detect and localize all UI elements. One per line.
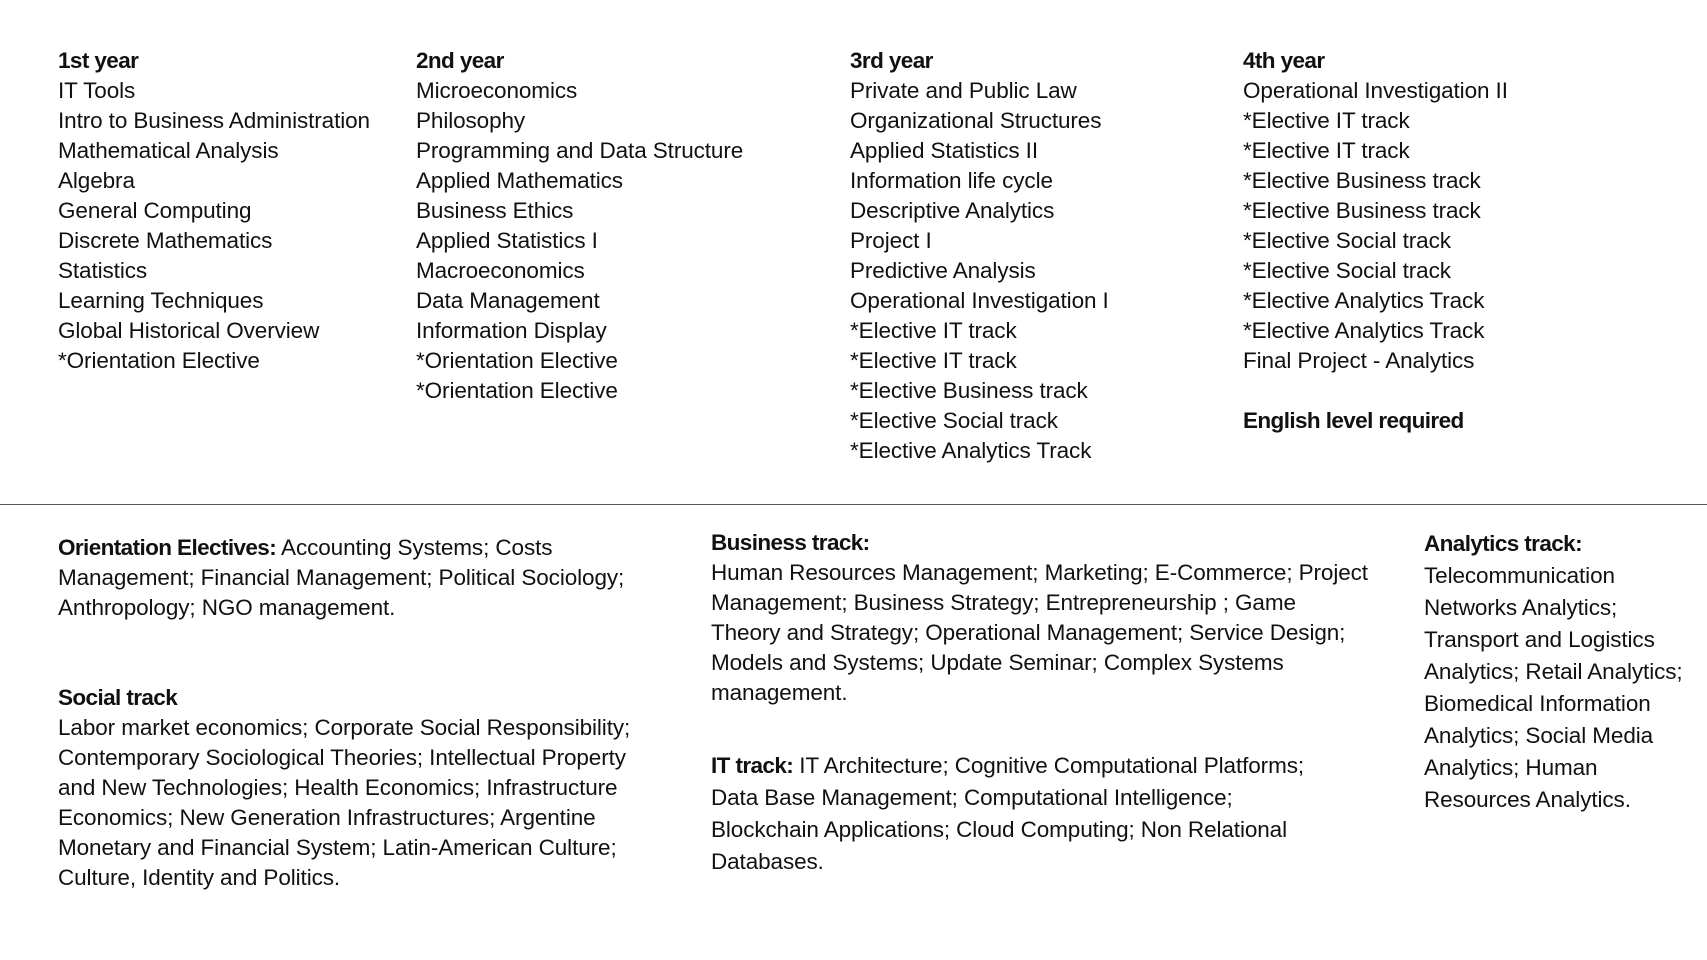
social-track-block bbox=[58, 683, 658, 893]
english-requirement-note: English level required bbox=[1243, 408, 1464, 433]
course-item: Microeconomics bbox=[416, 78, 578, 103]
course-item: Global Historical Overview bbox=[58, 318, 320, 343]
course-item: *Orientation Elective bbox=[416, 348, 618, 373]
course-item: Final Project - Analytics bbox=[1243, 348, 1475, 373]
course-item: Information life cycle bbox=[850, 168, 1053, 193]
course-item: Predictive Analysis bbox=[850, 258, 1036, 283]
it-track-text: IT Architecture; Cognitive Computational Platforms; Data Base Management; Computational Intelligence; Blockchain Applications; Cloud Computing; Non Relational Databases. bbox=[711, 753, 1305, 874]
year-column-1 bbox=[58, 46, 370, 376]
course-item: Project I bbox=[850, 228, 932, 253]
course-item: Programming and Data Structure bbox=[416, 138, 744, 163]
course-list bbox=[1243, 76, 1508, 376]
course-item: Descriptive Analytics bbox=[850, 198, 1055, 223]
course-item: Macroeconomics bbox=[416, 258, 585, 283]
course-item: Private and Public Law bbox=[850, 78, 1077, 103]
year-column-3 bbox=[850, 46, 1109, 466]
course-item: *Elective Social track bbox=[850, 408, 1058, 433]
course-item: *Elective Social track bbox=[1243, 258, 1451, 283]
course-list bbox=[58, 76, 370, 376]
course-item: Operational Investigation I bbox=[850, 288, 1109, 313]
course-item: General Computing bbox=[58, 198, 252, 223]
year-heading: 4th year bbox=[1243, 48, 1325, 73]
section-divider bbox=[0, 504, 1707, 505]
business-track-block bbox=[711, 528, 1371, 708]
orientation-electives-title: Orientation Electives: bbox=[58, 535, 277, 560]
course-item: Information Display bbox=[416, 318, 607, 343]
analytics-track-text: Telecommunication Networks Analytics; Transport and Logistics Analytics; Retail Analytics; Biomedical Information Analytics; Social Media Analytics; Human Resources Analytics. bbox=[1424, 563, 1683, 812]
course-item: Applied Statistics II bbox=[850, 138, 1038, 163]
year-heading: 2nd year bbox=[416, 48, 504, 73]
course-item: *Orientation Elective bbox=[58, 348, 260, 373]
course-list bbox=[850, 76, 1109, 466]
course-item: *Elective Business track bbox=[1243, 198, 1481, 223]
course-item: *Elective IT track bbox=[1243, 108, 1410, 133]
course-item: Organizational Structures bbox=[850, 108, 1102, 133]
analytics-track-block bbox=[1424, 528, 1684, 816]
year-heading: 3rd year bbox=[850, 48, 933, 73]
orientation-electives-text: Accounting Systems; Costs Management; Financial Management; Political Sociology; Anthropology; NGO management. bbox=[58, 535, 625, 620]
course-item: Learning Techniques bbox=[58, 288, 264, 313]
it-track-title: IT track: bbox=[711, 753, 794, 778]
course-item: *Elective IT track bbox=[850, 318, 1017, 343]
course-item: Discrete Mathematics bbox=[58, 228, 273, 253]
course-item: *Elective Business track bbox=[1243, 168, 1481, 193]
course-item: *Elective Analytics Track bbox=[1243, 318, 1485, 343]
analytics-track-title: Analytics track: bbox=[1424, 531, 1582, 556]
year-heading: 1st year bbox=[58, 48, 139, 73]
course-item: Operational Investigation II bbox=[1243, 78, 1508, 103]
course-item: *Elective IT track bbox=[1243, 138, 1410, 163]
course-item: *Elective IT track bbox=[850, 348, 1017, 373]
business-track-text: Human Resources Management; Marketing; E-Commerce; Project Management; Business Strategy; Entrepreneurship ; Game Theory and Strategy; Operational Management; Service Design; Models and Systems; Update Seminar; Complex Systems management. bbox=[711, 560, 1368, 705]
course-item: Data Management bbox=[416, 288, 600, 313]
year-column-2 bbox=[416, 46, 743, 406]
business-track-title: Business track: bbox=[711, 530, 870, 555]
year-column-4 bbox=[1243, 46, 1508, 436]
social-track-title: Social track bbox=[58, 685, 178, 710]
social-track-text: Labor market economics; Corporate Social Responsibility; Contemporary Sociological Theories; Intellectual Property and New Technologies; Health Economics; Infrastructure Economics; New Generation Infrastructures; Argentine Monetary and Financial System; Latin-American Culture; Culture, Identity and Politics. bbox=[58, 715, 631, 890]
course-item: Mathematical Analysis bbox=[58, 138, 279, 163]
course-item: Statistics bbox=[58, 258, 148, 283]
course-list bbox=[416, 76, 743, 406]
course-item: Philosophy bbox=[416, 108, 526, 133]
course-item: Business Ethics bbox=[416, 198, 574, 223]
course-item: *Elective Analytics Track bbox=[850, 438, 1092, 463]
course-item: *Elective Social track bbox=[1243, 228, 1451, 253]
orientation-electives-block bbox=[58, 533, 638, 623]
it-track-block bbox=[711, 750, 1331, 878]
course-item: *Elective Business track bbox=[850, 378, 1088, 403]
course-item: Applied Mathematics bbox=[416, 168, 623, 193]
course-item: Intro to Business Administration bbox=[58, 108, 370, 133]
course-item: Applied Statistics I bbox=[416, 228, 598, 253]
course-item: Algebra bbox=[58, 168, 135, 193]
course-item: *Elective Analytics Track bbox=[1243, 288, 1485, 313]
course-item: *Orientation Elective bbox=[416, 378, 618, 403]
course-item: IT Tools bbox=[58, 78, 136, 103]
